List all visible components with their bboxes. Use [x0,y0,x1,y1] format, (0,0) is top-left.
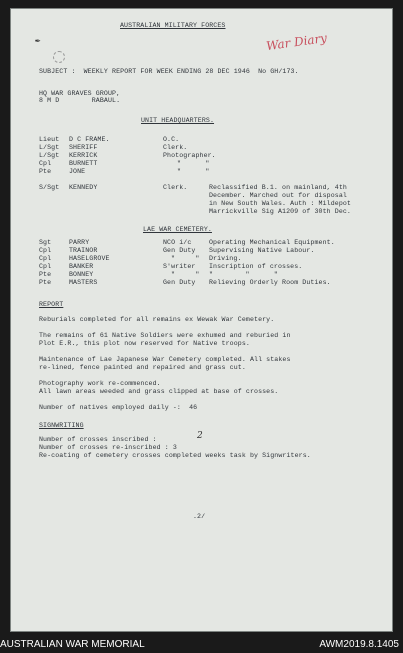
lae-rank: Cpl [39,263,52,270]
lae-name: MASTERS [69,279,98,286]
subject-line: SUBJECT : WEEKLY REPORT FOR WEEK ENDING 28 DEC 1946 No GH/173. [39,68,299,75]
document-header: AUSTRALIAN MILITARY FORCES [120,22,226,29]
report-line: Photography work re-commenced. [39,380,161,387]
report-line: Plot E.R., this plot now reserved for Native troops. [39,340,250,347]
kennedy-note-line: in New South Wales. Auth : Mildepot [209,200,351,207]
hq-role: O.C. [163,136,180,143]
report-line: re-lined, fence painted and repaired and grass cut. [39,364,246,371]
page-marker: .2/ [193,513,206,520]
lae-role: S'writer [163,263,196,270]
kennedy-rank: S/Sgt [39,184,60,191]
unit-hq-title: UNIT HEADQUARTERS. [141,117,215,124]
hq-role: Clerk. [163,144,188,151]
lae-role: NCO i/c [163,239,192,246]
footer-left-label: AUSTRALIAN WAR MEMORIAL [0,639,145,650]
hq-role: " " [177,160,210,167]
hq-name: BURNETT [69,160,98,167]
report-line: Maintenance of Lae Japanese War Cemetery completed. All stakes [39,356,291,363]
hq-rank: L/Sgt [39,144,60,151]
lae-role: Gen Duty [163,279,196,286]
hq-name: KERRICK [69,152,98,159]
lae-duty: Operating Mechanical Equipment. [209,239,335,246]
lae-name: HASELGROVE [69,255,110,262]
hq-name: JONE [69,168,86,175]
report-title: REPORT [39,301,64,308]
hq-rank: L/Sgt [39,152,60,159]
lae-name: BANKER [69,263,94,270]
signwriting-line: Re-coating of cemetery crosses completed weeks task by Signwriters. [39,452,311,459]
hq-rank: Pte [39,168,52,175]
lae-name: BONNEY [69,271,94,278]
lae-duty: Inscription of crosses. [209,263,303,270]
hq-role: " " [177,168,210,175]
signwriting-line: Number of crosses inscribed : [39,436,157,443]
lae-rank: Sgt [39,239,52,246]
report-line: The remains of 61 Native Soldiers were exhumed and reburied in [39,332,291,339]
lae-rank: Cpl [39,255,52,262]
signwriting-title: SIGNWRITING [39,422,84,429]
report-line: All lawn areas weeded and grass clipped at base of crosses. [39,388,279,395]
report-line: Number of natives employed daily -: 46 [39,404,198,411]
document-page [10,8,393,632]
kennedy-note-line: Marrickville Sig A1209 of 30th Dec. [209,208,351,215]
pen-mark-icon: ✒ [35,36,41,46]
address-line-1: HQ WAR GRAVES GROUP, [39,90,121,97]
lae-role: " " [171,255,200,262]
hq-name: SHERIFF [69,144,98,151]
lae-name: PARRY [69,239,90,246]
lae-duty: Relieving Orderly Room Duties. [209,279,331,286]
handwritten-annotation: War Diary [265,30,328,54]
lae-duty: " " " [209,271,278,278]
kennedy-note-line: Reclassified B.1. on mainland, 4th [209,184,347,191]
hq-rank: Lieut [39,136,60,143]
lae-role: " " [171,271,200,278]
kennedy-role: Clerk. [163,184,188,191]
lae-rank: Cpl [39,247,52,254]
address-line-2: 8 M D RABAUL. [39,97,121,104]
lae-name: TRAINOR [69,247,98,254]
report-line: Reburials completed for all remains ex Wewak War Cemetery. [39,316,275,323]
kennedy-name: KENNEDY [69,184,98,191]
hq-name: D C FRAME. [69,136,110,143]
cemetery-title: LAE WAR CEMETERY. [143,226,212,233]
handwritten-count: 2 [197,431,203,441]
hq-role: Photographer. [163,152,216,159]
lae-duty: Supervising Native Labour. [209,247,315,254]
signwriting-line: Number of crosses re-inscribed : 3 [39,444,177,451]
hq-rank: Cpl [39,160,52,167]
footer-right-label: AWM2019.8.1405 [319,639,399,650]
lae-duty: Driving. [209,255,242,262]
kennedy-note-line: December. Marched out for disposal [209,192,347,199]
punch-hole-icon [53,51,65,63]
lae-role: Gen Duty [163,247,196,254]
lae-rank: Pte [39,279,52,286]
lae-rank: Pte [39,271,52,278]
